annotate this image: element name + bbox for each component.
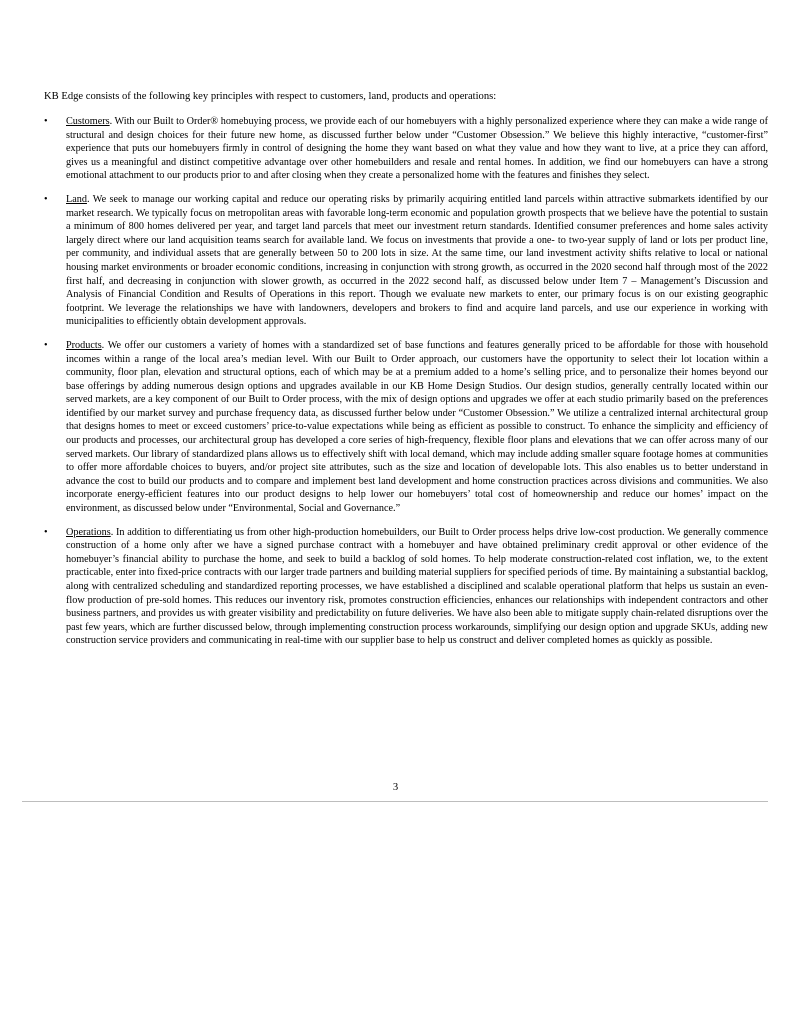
principle-text: . With our Built to Order® homebuying process, we provide each of our homebuyers with a highly personalized experience where they can make a wide range of structural and design choices for their future new home, as discussed further below under “Customer Obsession.” We believe this highly interactive, “customer-first” experience that puts our homebuyers firmly in control of designing the home they want based on what they value and how they want to live, at a price they can afford, gives us a meaningful and distinct competitive advantage over other homebuilders and resale and rental homes. In addition, we find our homebuyers can have a strong emotional attachment to our products prior to and after closing when they create a personalized home with the features and finishes they select. [66,116,768,182]
principle-land [44,193,768,329]
principle-term: Products [66,339,102,351]
principles-list [44,115,768,658]
footer-divider [22,801,768,802]
principle-term: Land [66,193,87,205]
intro-paragraph: KB Edge consists of the following key principles with respect to customers, land, products and operations: [44,91,497,102]
page-number: 3 [392,782,399,793]
principle-term: Customers [66,116,110,127]
bullet-icon: • [44,193,48,205]
bullet-icon: • [44,526,48,538]
principle-text: . We seek to manage our working capital and reduce our operating risks by primarily acquiring entitled land parcels within attractive submarkets identified by our market research. We typically focus on metropolitan areas with favorable long-term economic and population growth prospects that we believe have the potential to sustain a minimum of 800 homes delivered per year, and target land parcels that meet our investment return standards. Identified consumer preferences and home sales activity largely direct where our land acquisition teams search for available land. We focus on investments that provide a one- to two-year supply of land or lots per product line, per community, and individual assets that are generally between 50 to 200 lots in size. At the same time, our land investment activity shifts relative to local or national housing market environments or broader economic conditions, increasing in conjunction with strong growth, as occurred in the 2020 second half through most of the 2022 first half, and decreasing in conjunction with slower growth, as occurred in the 2022 second half, as discussed below under Item 7 – Management’s Discussion and Analysis of Financial Condition and Results of Operations in this report. Though we evaluate new markets to enter, our primary focus is on our existing geographic footprint. We leverage the relationships we have with landowners, developers and brokers to find and acquire land parcels, and use our experience in working with municipalities to efficiently obtain development approvals. [66,193,768,328]
bullet-icon: • [44,116,48,127]
principle-customers [44,115,768,183]
bullet-icon: • [44,339,48,351]
principle-operations [44,526,768,648]
principle-text: . In addition to differentiating us from other high-production homebuilders, our Built to Order process helps drive low-cost production. We generally commence construction of a home only after we have a signed purchase contract with a homebuyer and have obtained preliminary credit approval or other evidence of the homebuyer’s financial ability to purchase the home, and seek to build a backlog of sold homes. To help moderate construction-related cost inflation, we, to the extent practicable, enter into fixed-price contracts with our larger trade partners and building material suppliers for specified periods of time. By maintaining a substantial backlog, along with centralized scheduling and standardized reporting processes, we have established a disciplined and scalable operational platform that helps us sustain an even-flow production of pre-sold homes. This reduces our inventory risk, promotes construction efficiencies, enhances our relationships with independent contractors and other business partners, and provides us with greater visibility and predictability on future deliveries. We have also been able to mitigate supply chain-related disruptions over the past few years, which are further discussed below, through implementing construction process workarounds, simplifying our design option and upgrade SKUs, adding new construction service providers and communicating in real-time with our supplier base to help us construct and deliver completed homes as quickly as possible. [66,526,768,647]
principle-products [44,339,768,516]
principle-text: . We offer our customers a variety of homes with a standardized set of base functions and features generally priced to be affordable for those with household incomes within a range of the local area’s median level. With our Built to Order approach, our customers have the opportunity to select their lot location within a community, floor plan, elevation and structural options, each of which may be at a premium added to a home’s selling price, and to personalize their homes beyond our base offerings by adding numerous design options and upgrades available in our KB Home Design Studios. Our design studios, generally centrally located within our served markets, are a key component of our Built to Order process, with the mix of design options and upgrades we offer at each studio primarily based on the preferences identified by our market survey and purchase frequency data, as discussed further below under “Customer Obsession.” We utilize a centralized internal architectural group that designs homes to meet or exceed customers’ price-to-value expectations while being as efficient as possible to construct. To enhance the simplicity and efficiency of our products and processes, our architectural group has developed a core series of high-frequency, flexible floor plans and elevations that we can offer across many of our served markets. Our library of standardized plans allows us to effectively shift with local demand, which may include adding smaller square footage homes at communities to offer more affordable choices to buyers, and/or project site attributes, such as the size and location of developable lots. This also enables us to better understand in advance the cost to build our products and to compare and implement best land development and home construction practices across divisions and communities. We also incorporate energy-efficient features into our product designs to help lower our homebuyers’ total cost of homeownership and reduce our homes’ impact on the environment, as discussed below under “Environmental, Social and Governance.” [66,339,768,515]
principle-term: Operations [66,526,111,538]
